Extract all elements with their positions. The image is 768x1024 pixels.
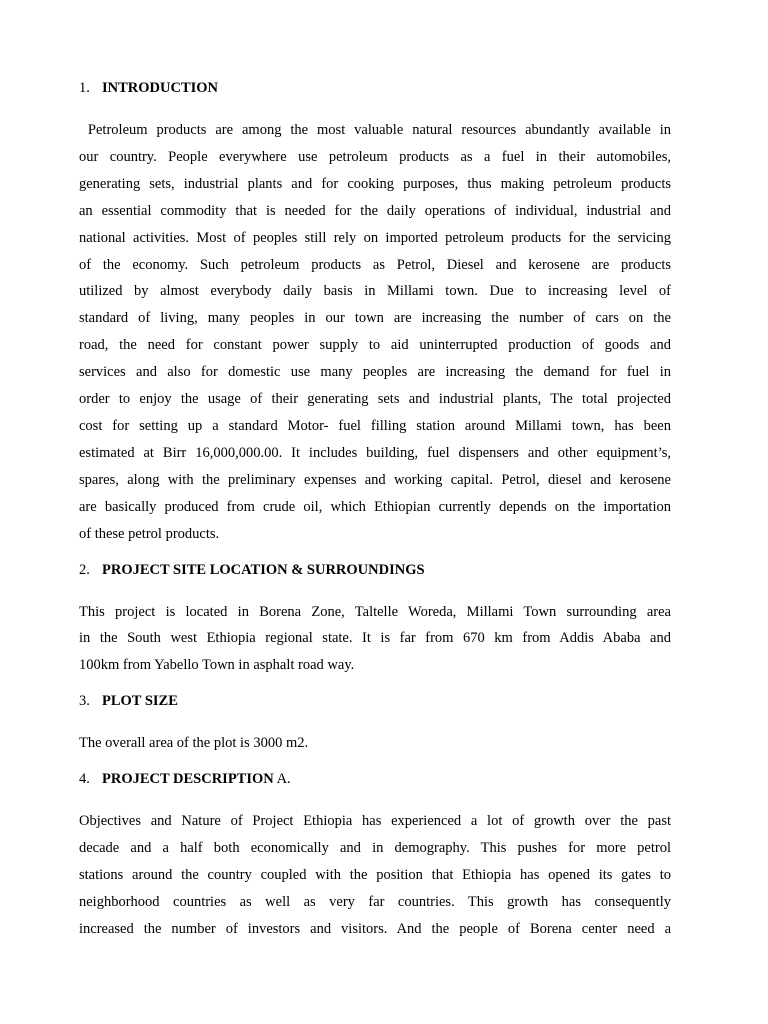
section-title: PLOT SIZE: [102, 693, 178, 710]
text-line: spares, along with the preliminary expenses and working capital. Petrol, diesel and kerosene: [79, 471, 671, 488]
text-line: road, the need for constant power supply to aid uninterrupted production of goods and: [79, 337, 671, 354]
section-title: PROJECT SITE LOCATION & SURROUNDINGS: [102, 561, 425, 578]
text-line: utilized by almost everybody daily basis in Millami town. Due to increasing level of: [79, 283, 671, 300]
section-heading-project-description: [79, 769, 671, 789]
text-line: order to enjoy the usage of their generating sets and industrial plants, The total projected: [79, 391, 671, 408]
text-line: Petroleum products are among the most valuable natural resources abundantly available in: [79, 122, 671, 138]
section-body-project-description: [79, 808, 671, 943]
text-line: in the South west Ethiopia regional state. It is far from 670 km from Addis Ababa and: [79, 630, 671, 647]
section-heading-plot-size: [79, 691, 671, 711]
text-line: standard of living, many peoples in our town are increasing the number of cars on the: [79, 310, 671, 327]
text-line: increased the number of investors and visitors. And the people of Borena center need a: [79, 920, 671, 937]
section-body-site-location: [79, 599, 671, 680]
text-line: Objectives and Nature of Project Ethiopia has experienced a lot of growth over the past: [79, 813, 671, 830]
text-line: our country. People everywhere use petroleum products as a fuel in their automobiles,: [79, 148, 671, 165]
text-line: cost for setting up a standard Motor- fuel filling station around Millami town, has been: [79, 417, 671, 434]
section-number: 3.: [79, 693, 90, 710]
text-line: neighborhood countries as well as very far countries. This growth has consequently: [79, 893, 671, 910]
text-line: The overall area of the plot is 3000 m2.: [79, 735, 309, 752]
text-line: are basically produced from crude oil, which Ethiopian currently depends on the importation: [79, 498, 671, 515]
section-number: 2.: [79, 561, 90, 578]
document-page: [79, 78, 671, 955]
text-line: services and also for domestic use many peoples are increasing the demand for fuel in: [79, 364, 671, 381]
section-title-suffix: A.: [273, 771, 291, 788]
text-line: decade and a half both economically and in demography. This pushes for more petrol: [79, 840, 671, 857]
text-line: This project is located in Borena Zone, Taltelle Woreda, Millami Town surrounding area: [79, 603, 671, 620]
text-line: stations around the country coupled with the position that Ethiopia has opened its gates to: [79, 866, 671, 883]
text-line: generating sets, industrial plants and for cooking purposes, thus making petroleum products: [79, 175, 671, 192]
section-heading-site-location: [79, 560, 671, 580]
section-title: INTRODUCTION: [102, 80, 219, 96]
section-heading-introduction: [79, 78, 671, 98]
section-body-plot-size: [79, 730, 671, 757]
text-line: of these petrol products.: [79, 525, 220, 542]
text-line: an essential commodity that is needed for the daily operations of individual, industrial and: [79, 202, 671, 219]
text-line: national activities. Most of peoples still rely on imported petroleum products for the servicing: [79, 229, 671, 246]
section-title: PROJECT DESCRIPTION: [102, 771, 274, 788]
section-number: 1.: [79, 80, 90, 96]
text-line: 100km from Yabello Town in asphalt road way.: [79, 657, 355, 674]
section-number: 4.: [79, 771, 90, 788]
section-body-introduction: [79, 117, 671, 548]
text-line: estimated at Birr 16,000,000.00. It includes building, fuel dispensers and other equipment’s,: [79, 444, 671, 461]
text-line: of the economy. Such petroleum products as Petrol, Diesel and kerosene are products: [79, 256, 671, 273]
